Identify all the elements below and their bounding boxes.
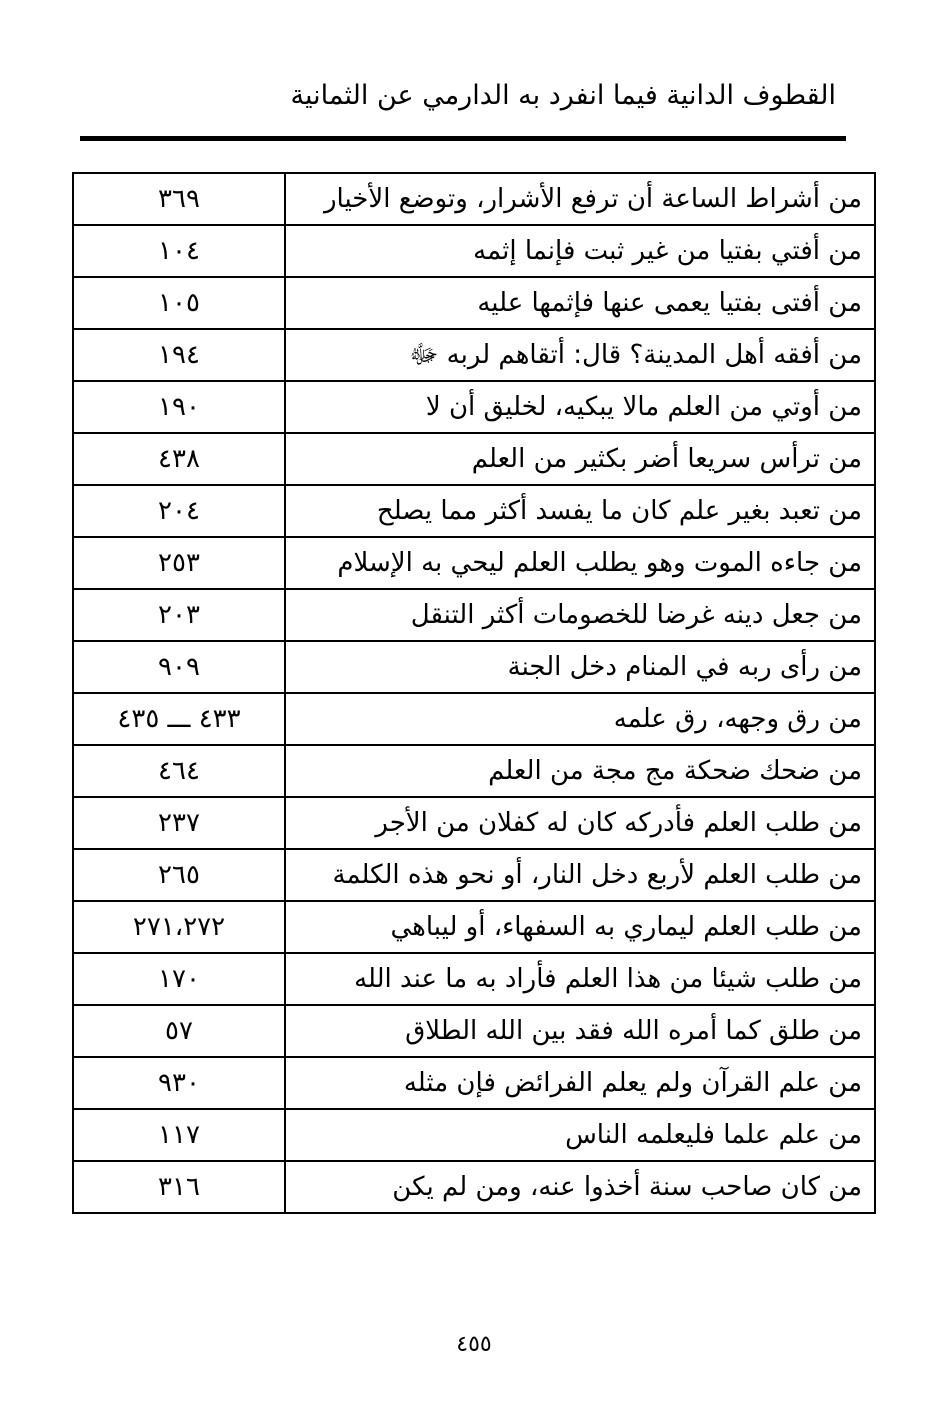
index-reference-number: ٥٧ [73, 1005, 285, 1057]
table-row [73, 901, 875, 953]
index-phrase: من أفقه أهل المدينة؟ قال: أتقاهم لربه ﷻ [285, 329, 875, 381]
index-reference-number: ١٩٠ [73, 381, 285, 433]
index-reference-number: ١٩٤ [73, 329, 285, 381]
index-reference-number: ١١٧ [73, 1109, 285, 1161]
index-table [72, 172, 876, 1214]
table-row [73, 381, 875, 433]
table-row [73, 1057, 875, 1109]
index-reference-number: ٢٠٣ [73, 589, 285, 641]
index-reference-number: ٢٥٣ [73, 537, 285, 589]
table-row [73, 953, 875, 1005]
table-row [73, 225, 875, 277]
header-rule [80, 136, 846, 141]
index-phrase: من رق وجهه، رق علمه [285, 693, 875, 745]
index-reference-number: ٢٧١،٢٧٢ [73, 901, 285, 953]
index-phrase: من أشراط الساعة أن ترفع الأشرار، وتوضع الأخيار [285, 173, 875, 225]
index-phrase: من طلب العلم ليماري به السفهاء، أو ليباهي [285, 901, 875, 953]
table-row [73, 277, 875, 329]
index-phrase: من أفتى بفتيا يعمى عنها فإثمها عليه [285, 277, 875, 329]
running-header: القطوف الدانية فيما انفرد به الدارمي عن الثمانية [290, 80, 836, 111]
index-phrase: من كان صاحب سنة أخذوا عنه، ومن لم يكن [285, 1161, 875, 1213]
index-phrase: من طلق كما أمره الله فقد بين الله الطلاق [285, 1005, 875, 1057]
table-row [73, 329, 875, 381]
index-phrase: من أفتي بفتيا من غير ثبت فإنما إثمه [285, 225, 875, 277]
index-phrase: من أوتي من العلم مالا يبكيه، لخليق أن لا [285, 381, 875, 433]
index-reference-number: ١٧٠ [73, 953, 285, 1005]
index-phrase: من علم القرآن ولم يعلم الفرائض فإن مثله [285, 1057, 875, 1109]
table-row [73, 641, 875, 693]
index-reference-number: ٩٣٠ [73, 1057, 285, 1109]
table-row [73, 485, 875, 537]
index-reference-number: ٢٠٤ [73, 485, 285, 537]
index-phrase: من جاءه الموت وهو يطلب العلم ليحي به الإسلام [285, 537, 875, 589]
table-row [73, 1109, 875, 1161]
index-reference-number: ٩٠٩ [73, 641, 285, 693]
table-row [73, 1005, 875, 1057]
table-row [73, 849, 875, 901]
table-row [73, 173, 875, 225]
index-reference-number: ٣١٦ [73, 1161, 285, 1213]
index-phrase: من ترأس سريعا أضر بكثير من العلم [285, 433, 875, 485]
index-reference-number: ٤٣٨ [73, 433, 285, 485]
index-phrase: من ضحك ضحكة مج مجة من العلم [285, 745, 875, 797]
index-reference-number: ١٠٥ [73, 277, 285, 329]
index-phrase: من طلب العلم لأربع دخل النار، أو نحو هذه الكلمة [285, 849, 875, 901]
table-row [73, 1161, 875, 1213]
index-reference-number: ٣٦٩ [73, 173, 285, 225]
index-phrase: من علم علما فليعلمه الناس [285, 1109, 875, 1161]
index-phrase: من تعبد بغير علم كان ما يفسد أكثر مما يصلح [285, 485, 875, 537]
index-reference-number: ٤٦٤ [73, 745, 285, 797]
index-phrase: من طلب شيئا من هذا العلم فأراد به ما عند الله [285, 953, 875, 1005]
index-table-body [73, 173, 875, 1213]
page-number: ٤٥٥ [456, 1332, 492, 1357]
table-row [73, 589, 875, 641]
table-row [73, 797, 875, 849]
table-row [73, 693, 875, 745]
index-phrase: من طلب العلم فأدركه كان له كفلان من الأجر [285, 797, 875, 849]
table-row [73, 433, 875, 485]
index-reference-number: ١٠٤ [73, 225, 285, 277]
table-row [73, 537, 875, 589]
index-phrase: من رأى ربه في المنام دخل الجنة [285, 641, 875, 693]
index-reference-number: ٢٣٧ [73, 797, 285, 849]
index-reference-number: ٤٣٣ ـــ ٤٣٥ [73, 693, 285, 745]
table-row [73, 745, 875, 797]
index-reference-number: ٢٦٥ [73, 849, 285, 901]
index-phrase: من جعل دينه غرضا للخصومات أكثر التنقل [285, 589, 875, 641]
